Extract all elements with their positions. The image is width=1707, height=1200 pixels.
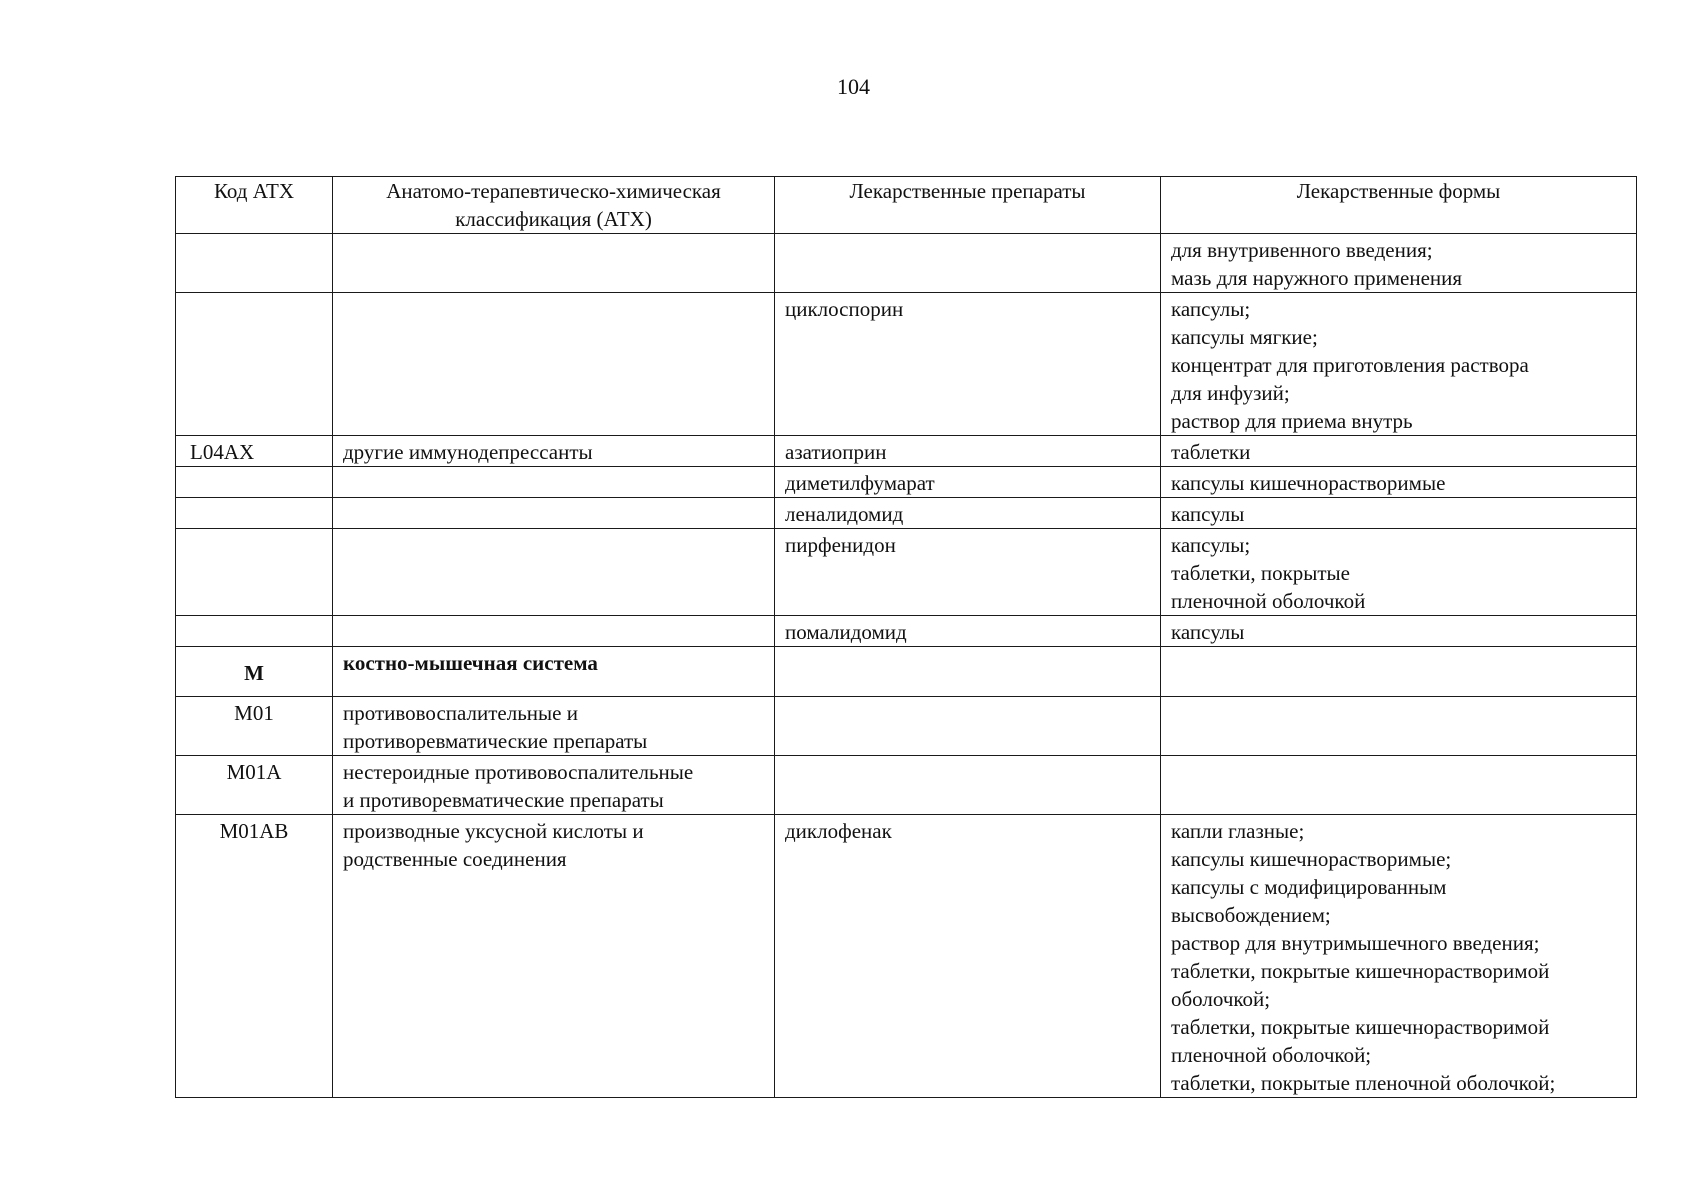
drug-cell	[775, 529, 1161, 616]
cell-text-line: таблетки, покрытые кишечнорастворимой	[1171, 1015, 1550, 1039]
atc-code-cell	[176, 815, 333, 1098]
drug-cell	[775, 616, 1161, 647]
cell-text-line: мазь для наружного применения	[1171, 266, 1463, 290]
cell-text-line: производные уксусной кислоты и	[343, 819, 644, 843]
cell-text-line: Код АТХ	[213, 179, 295, 203]
dosage-forms-cell	[1161, 815, 1637, 1098]
atc-code-cell	[176, 498, 333, 529]
drug-cell	[775, 234, 1161, 293]
cell-text-line: классификация (АТХ)	[455, 207, 652, 231]
cell-text-line: концентрат для приготовления раствора	[1171, 353, 1529, 377]
cell-text-line: M01A	[226, 760, 282, 784]
dosage-forms-cell	[1161, 647, 1637, 697]
cell-text-line: леналидомид	[785, 502, 904, 526]
cell-text-line: капсулы	[1171, 502, 1245, 526]
classification-cell	[333, 467, 775, 498]
drug-cell	[775, 293, 1161, 436]
dosage-forms-cell	[1161, 293, 1637, 436]
table-row	[176, 467, 1637, 498]
cell-text-line: другие иммунодепрессанты	[343, 440, 593, 464]
dosage-forms-cell	[1161, 529, 1637, 616]
dosage-forms-cell	[1161, 467, 1637, 498]
cell-text-line: для инфузий;	[1171, 381, 1290, 405]
dosage-forms-cell	[1161, 616, 1637, 647]
cell-text-line: азатиоприн	[785, 440, 887, 464]
cell-text-line: помалидомид	[785, 620, 907, 644]
cell-text-line: пленочной оболочкой	[1171, 589, 1366, 613]
atc-code-cell	[176, 529, 333, 616]
cell-text-line: родственные соединения	[343, 847, 567, 871]
table-row	[176, 697, 1637, 756]
table-row	[176, 647, 1637, 697]
atc-code-cell	[176, 436, 333, 467]
atc-code-cell	[176, 647, 333, 697]
cell-text-line: высвобождением;	[1171, 903, 1331, 927]
table-row	[176, 234, 1637, 293]
classification-cell	[333, 815, 775, 1098]
cell-text-line: Лекарственные формы	[1296, 179, 1501, 203]
cell-text-line: пленочной оболочкой;	[1171, 1043, 1372, 1067]
table-row	[176, 293, 1637, 436]
cell-text-line: капсулы;	[1171, 533, 1251, 557]
classification-cell	[333, 436, 775, 467]
classification-cell	[333, 234, 775, 293]
table-header-row	[176, 177, 1637, 234]
cell-text-line: Анатомо-терапевтическо-химическая	[386, 179, 721, 203]
drug-cell	[775, 436, 1161, 467]
cell-text-line: для внутривенного введения;	[1171, 238, 1433, 262]
atc-code-cell	[176, 467, 333, 498]
table-row	[176, 436, 1637, 467]
atc-code-cell	[176, 616, 333, 647]
table-row	[176, 498, 1637, 529]
drug-cell	[775, 647, 1161, 697]
drug-cell	[775, 467, 1161, 498]
table-row	[176, 616, 1637, 647]
drug-cell	[775, 756, 1161, 815]
atc-code-cell	[176, 697, 333, 756]
cell-text-line: раствор для приема внутрь	[1171, 409, 1413, 433]
cell-text-line: капли глазные;	[1171, 819, 1305, 843]
atc-drug-table	[175, 176, 1637, 1098]
classification-cell	[333, 616, 775, 647]
cell-text-line: таблетки	[1171, 440, 1251, 464]
classification-cell	[333, 293, 775, 436]
header-atc-code	[176, 177, 333, 234]
cell-text-line: таблетки, покрытые кишечнорастворимой	[1171, 959, 1550, 983]
cell-text-line: капсулы кишечнорастворимые	[1171, 471, 1446, 495]
atc-code-cell	[176, 234, 333, 293]
cell-text-line: раствор для внутримышечного введения;	[1171, 931, 1540, 955]
page-number: 104	[837, 74, 870, 99]
classification-cell	[333, 697, 775, 756]
cell-text-line: капсулы;	[1171, 297, 1251, 321]
cell-text-line: противоревматические препараты	[343, 729, 648, 753]
drug-cell	[775, 815, 1161, 1098]
cell-text-line: костно-мышечная система	[343, 651, 598, 675]
cell-text-line: M01AB	[219, 819, 289, 843]
classification-cell	[333, 756, 775, 815]
cell-text-line: нестероидные противовоспалительные	[343, 760, 694, 784]
cell-text-line: пирфенидон	[785, 533, 896, 557]
atc-code-cell	[176, 293, 333, 436]
cell-text-line: таблетки, покрытые пленочной оболочкой;	[1171, 1071, 1556, 1095]
classification-cell	[333, 498, 775, 529]
cell-text-line: оболочкой;	[1171, 987, 1271, 1011]
dosage-forms-cell	[1161, 756, 1637, 815]
classification-cell	[333, 529, 775, 616]
cell-text-line: диметилфумарат	[785, 471, 935, 495]
cell-text-line: M	[244, 661, 264, 685]
table-row	[176, 529, 1637, 616]
cell-text-line: противовоспалительные и	[343, 701, 578, 725]
cell-text-line: капсулы кишечнорастворимые;	[1171, 847, 1452, 871]
header-atc-classification	[333, 177, 775, 234]
dosage-forms-cell	[1161, 697, 1637, 756]
cell-text-line: таблетки, покрытые	[1171, 561, 1350, 585]
cell-text-line: Лекарственные препараты	[849, 179, 1086, 203]
dosage-forms-cell	[1161, 234, 1637, 293]
table-row	[176, 756, 1637, 815]
dosage-forms-cell	[1161, 498, 1637, 529]
drug-cell	[775, 498, 1161, 529]
header-dosage-forms	[1161, 177, 1637, 234]
cell-text-line: L04AX	[190, 440, 255, 464]
cell-text-line: капсулы	[1171, 620, 1245, 644]
table-row	[176, 815, 1637, 1098]
header-drugs	[775, 177, 1161, 234]
cell-text-line: M01	[234, 701, 274, 725]
cell-text-line: и противоревматические препараты	[343, 788, 664, 812]
drug-cell	[775, 697, 1161, 756]
cell-text-line: капсулы мягкие;	[1171, 325, 1318, 349]
dosage-forms-cell	[1161, 436, 1637, 467]
cell-text-line: диклофенак	[785, 819, 892, 843]
atc-code-cell	[176, 756, 333, 815]
classification-cell	[333, 647, 775, 697]
cell-text-line: капсулы с модифицированным	[1171, 875, 1447, 899]
cell-text-line: циклоспорин	[785, 297, 904, 321]
